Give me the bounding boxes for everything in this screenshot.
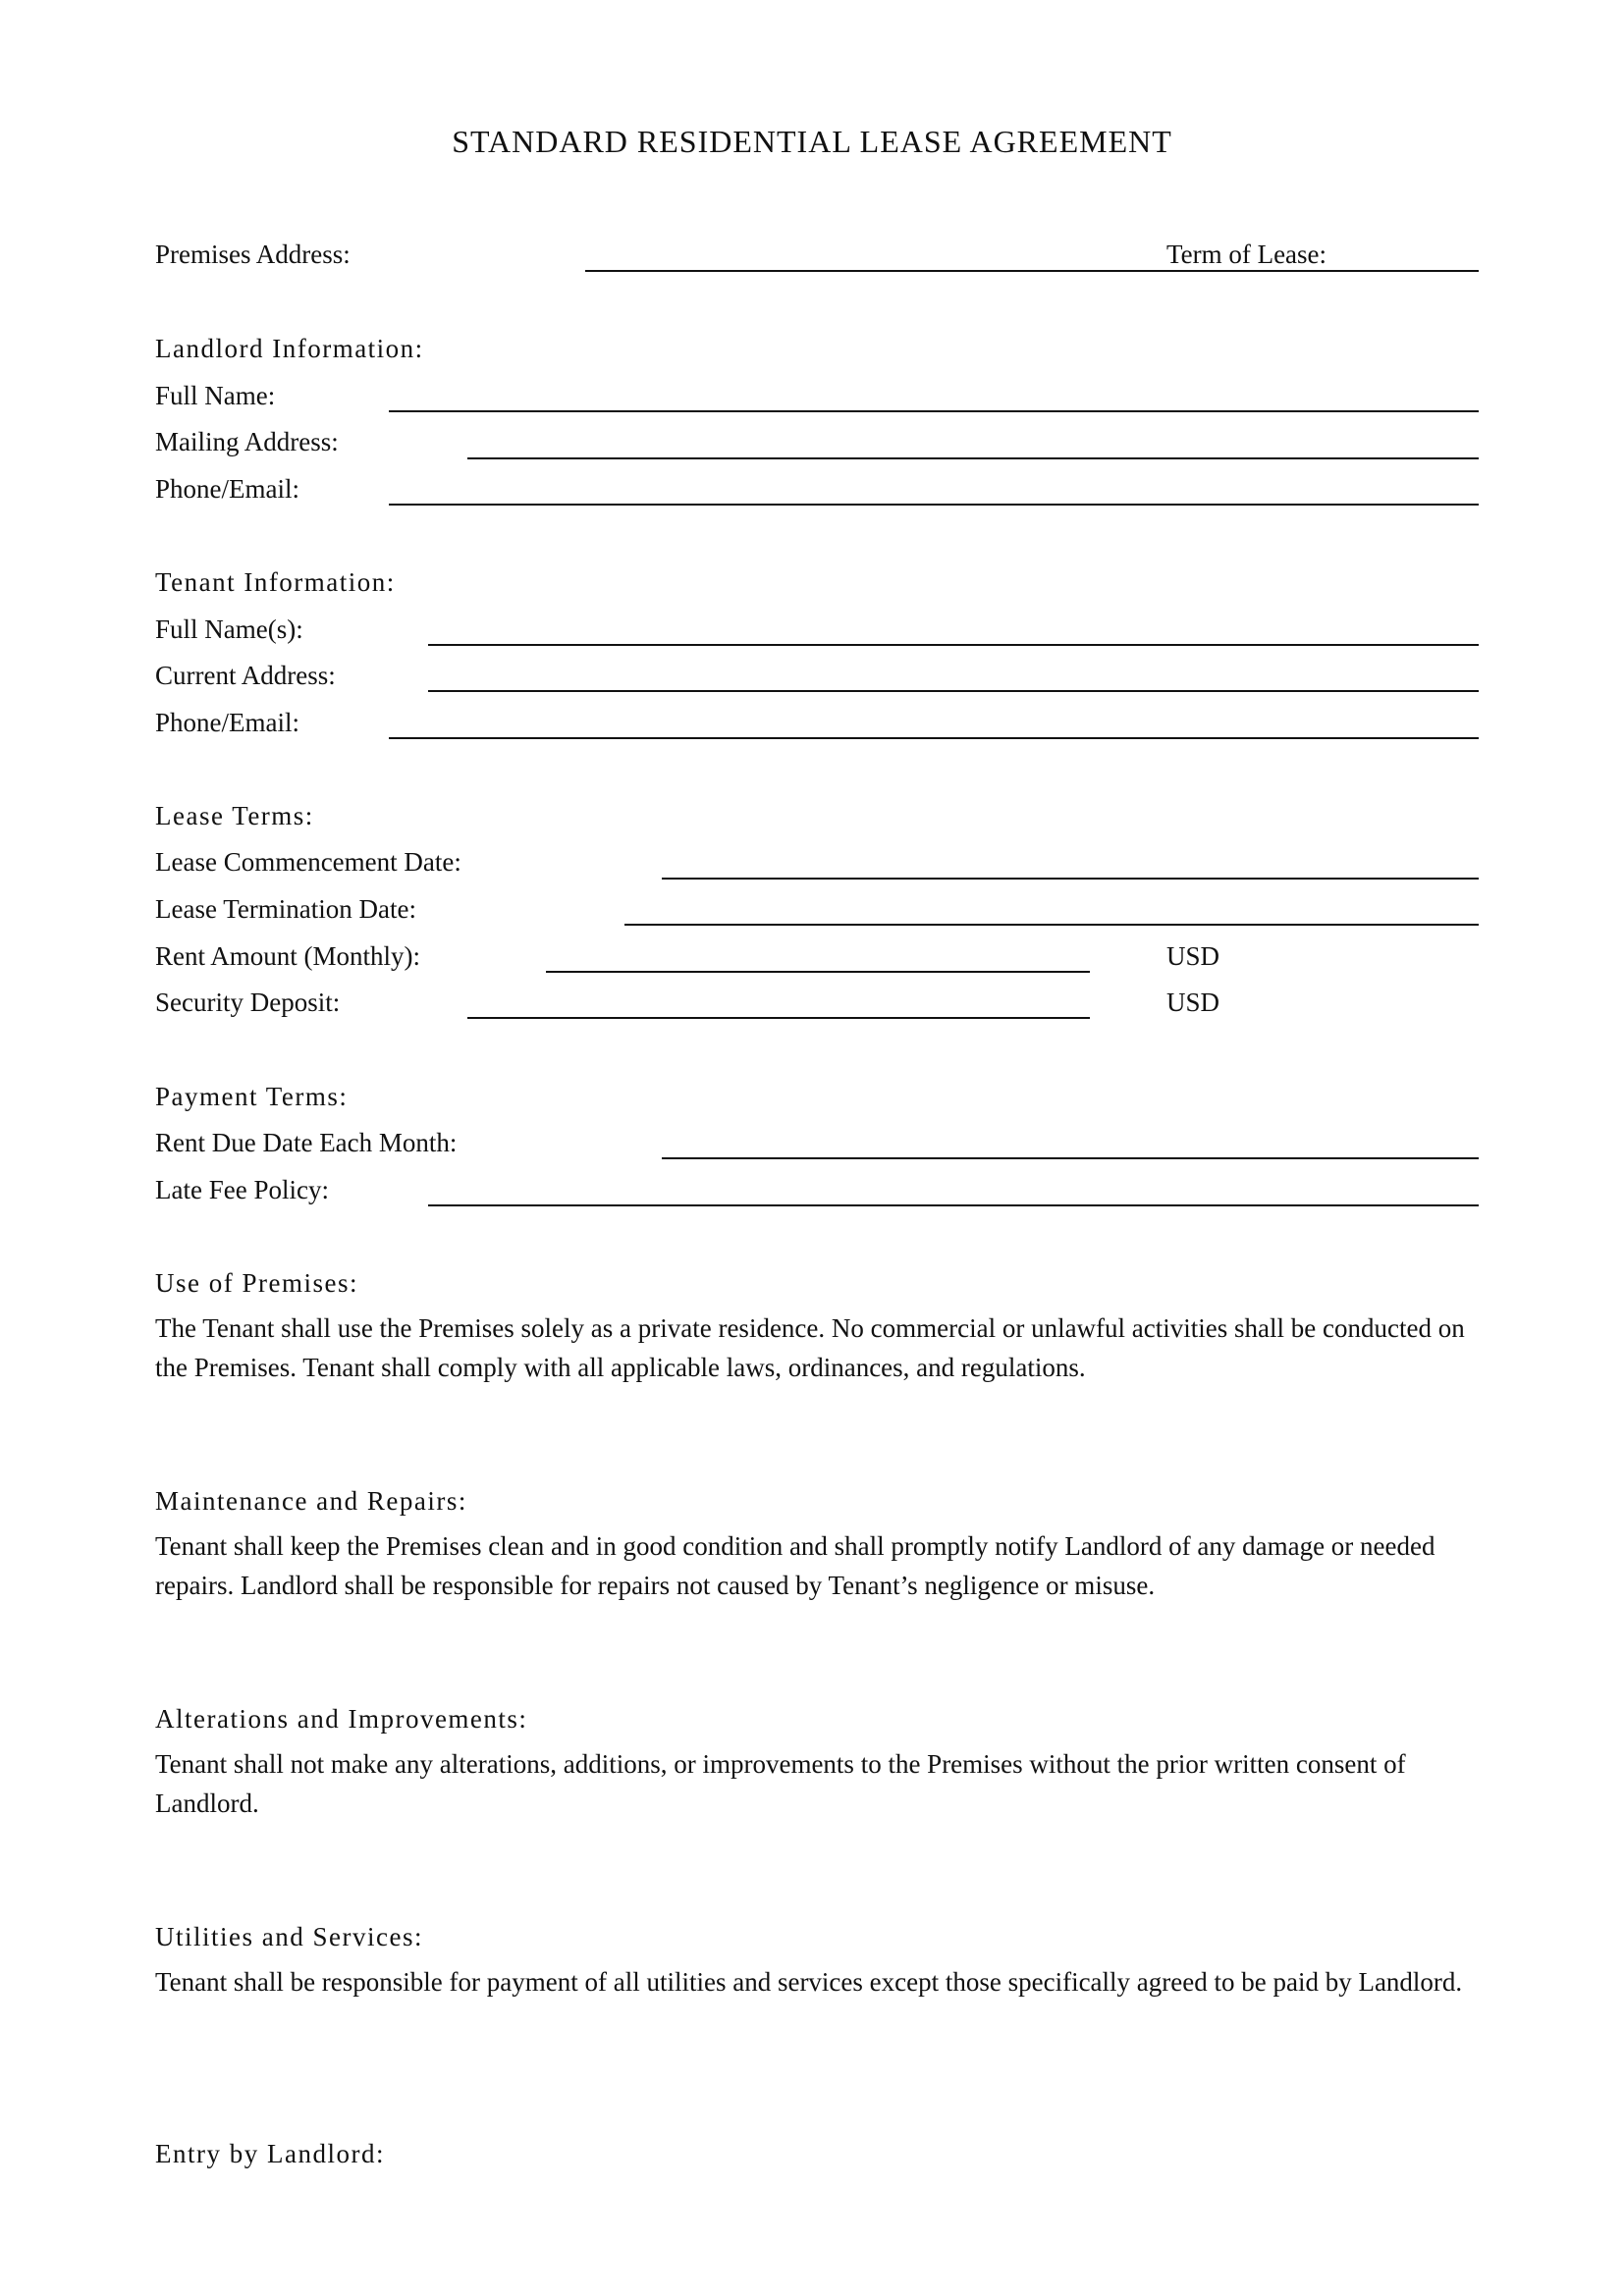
landlord-phone-email-label: Phone/Email: xyxy=(155,474,299,504)
landlord-information-heading: Landlord Information: xyxy=(155,334,424,363)
lease-terms-heading: Lease Terms: xyxy=(155,801,314,830)
premises-address-field[interactable] xyxy=(585,270,1479,272)
landlord-phone-email-field[interactable] xyxy=(389,504,1479,506)
tenant-phone-email-label: Phone/Email: xyxy=(155,708,299,737)
deposit-currency-label: USD xyxy=(1166,988,1220,1017)
late-fee-policy-field[interactable] xyxy=(428,1204,1479,1206)
use-of-premises-text: The Tenant shall use the Premises solely as a private residence. No commercial or unlawful activities shall be conducted on the Premises. Tenant shall comply with all applicable laws, ordinances, and regulations. xyxy=(155,1313,1465,1382)
maintenance-text: Tenant shall keep the Premises clean and in good condition and shall promptly notify Landlord of any damage or needed repairs. Landlord shall be responsible for repairs not caused by Tenant’s negligence or misuse. xyxy=(155,1531,1435,1600)
tenant-current-address-field[interactable] xyxy=(428,690,1479,692)
document-title: STANDARD RESIDENTIAL LEASE AGREEMENT xyxy=(452,124,1172,159)
premises-address-label: Premises Address: xyxy=(155,240,351,269)
use-of-premises-heading: Use of Premises: xyxy=(155,1268,358,1298)
lease-commencement-label: Lease Commencement Date: xyxy=(155,847,461,877)
rent-currency-label: USD xyxy=(1166,941,1220,971)
tenant-phone-email-field[interactable] xyxy=(389,737,1479,739)
rent-due-date-label: Rent Due Date Each Month: xyxy=(155,1128,458,1157)
utilities-heading: Utilities and Services: xyxy=(155,1922,423,1951)
tenant-full-names-field[interactable] xyxy=(428,644,1479,646)
rent-due-date-field[interactable] xyxy=(662,1157,1479,1159)
landlord-full-name-field[interactable] xyxy=(389,410,1479,412)
alterations-heading: Alterations and Improvements: xyxy=(155,1704,528,1734)
utilities-text: Tenant shall be responsible for payment of all utilities and services except those specifically agreed to be paid by Landlord. xyxy=(155,1967,1463,1997)
tenant-current-address-label: Current Address: xyxy=(155,661,336,690)
term-of-lease-label: Term of Lease: xyxy=(1166,240,1327,269)
entry-by-landlord-heading: Entry by Landlord: xyxy=(155,2139,385,2168)
maintenance-heading: Maintenance and Repairs: xyxy=(155,1486,467,1516)
landlord-mailing-address-label: Mailing Address: xyxy=(155,427,339,456)
payment-terms-heading: Payment Terms: xyxy=(155,1082,349,1111)
security-deposit-label: Security Deposit: xyxy=(155,988,341,1017)
lease-termination-label: Lease Termination Date: xyxy=(155,894,417,924)
security-deposit-field[interactable] xyxy=(467,1017,1090,1019)
tenant-information-heading: Tenant Information: xyxy=(155,567,396,597)
landlord-full-name-label: Full Name: xyxy=(155,381,276,410)
rent-amount-field[interactable] xyxy=(546,971,1090,973)
rent-amount-label: Rent Amount (Monthly): xyxy=(155,941,420,971)
lease-commencement-field[interactable] xyxy=(662,878,1479,880)
late-fee-policy-label: Late Fee Policy: xyxy=(155,1175,329,1204)
landlord-mailing-address-field[interactable] xyxy=(467,457,1479,459)
tenant-full-names-label: Full Name(s): xyxy=(155,614,303,644)
lease-termination-field[interactable] xyxy=(624,924,1479,926)
alterations-text: Tenant shall not make any alterations, additions, or improvements to the Premises without the prior written consent of Landlord. xyxy=(155,1749,1406,1818)
